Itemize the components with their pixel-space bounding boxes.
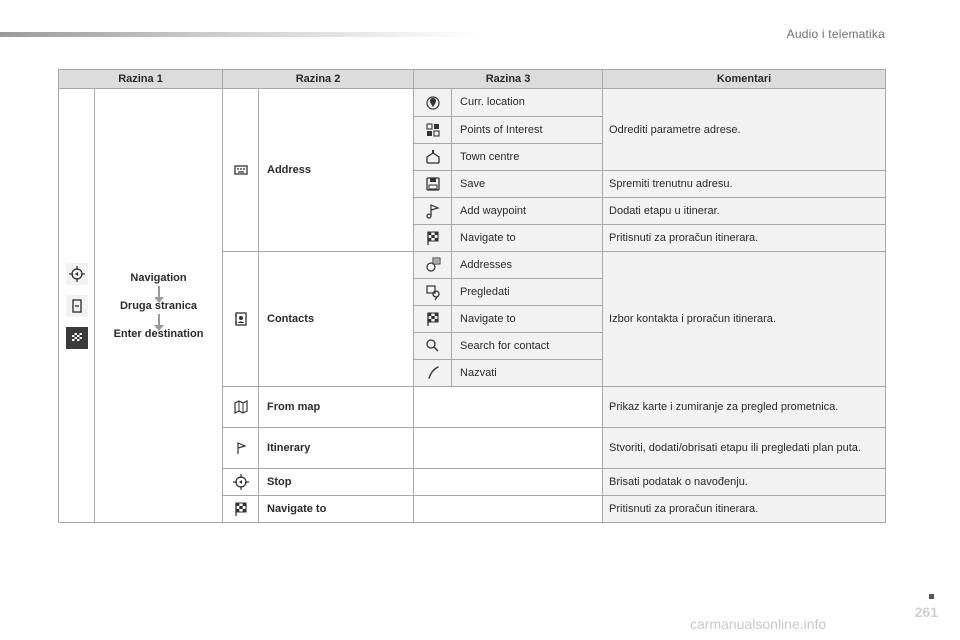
keyboard-icon: [232, 161, 250, 179]
waypoint-icon-cell: [414, 198, 452, 225]
empty-cell: [414, 469, 603, 496]
page-icon: [66, 295, 88, 317]
section-title: Audio i telematika: [786, 27, 885, 41]
waypoint-icon: [424, 202, 442, 220]
stop-comment: Brisati podatak o navođenju.: [603, 469, 886, 496]
contacts-icon: [232, 310, 250, 328]
navigation-path: [95, 272, 222, 340]
final-navigate-icon-cell: [223, 496, 259, 523]
contacts-navigate-label: Navigate to: [452, 306, 603, 333]
chain-arrow: [158, 314, 160, 326]
itinerary-comment: Stvoriti, dodati/obrisati etapu ili pregledati plan puta.: [603, 428, 886, 469]
itinerary-label: Itinerary: [259, 428, 414, 469]
address-label: Address: [259, 89, 414, 252]
page-marker: [929, 594, 934, 599]
save-comment: Spremiti trenutnu adresu.: [603, 171, 886, 198]
level1-icons-cell: [59, 89, 95, 523]
crosshair-icon: [232, 473, 250, 491]
col-header-level3: Razina 3: [414, 70, 603, 89]
navigate-comment: Pritisnuti za proračun itinerara.: [603, 225, 886, 252]
view-icon-cell: [414, 279, 452, 306]
location-pin-icon: [424, 94, 442, 112]
search-contact-label: Search for contact: [452, 333, 603, 360]
save-icon: [424, 175, 442, 193]
pregledati-label: Pregledati: [452, 279, 603, 306]
nazvati-label: Nazvati: [452, 360, 603, 387]
map-icon: [232, 398, 250, 416]
chain-druga-stranica: Druga stranica: [119, 299, 198, 312]
phone-icon-cell: [414, 360, 452, 387]
crosshair-icon: [66, 263, 88, 285]
poi-icon: [424, 121, 442, 139]
town-centre-label: Town centre: [452, 144, 603, 171]
itinerary-icon-cell: [223, 428, 259, 469]
stop-label: Stop: [259, 469, 414, 496]
header-gradient-bar: [0, 32, 480, 37]
save-icon-cell: [414, 171, 452, 198]
final-navigate-comment: Pritisnuti za proračun itinerara.: [603, 496, 886, 523]
contacts-navigate-icon-cell: [414, 306, 452, 333]
view-icon: [424, 283, 442, 301]
checkered-flag-icon: [232, 500, 250, 518]
from-map-comment: Prikaz karte i zumiranje za pregled prometnica.: [603, 387, 886, 428]
from-map-label: From map: [259, 387, 414, 428]
chain-enter-destination: Enter destination: [113, 327, 204, 340]
curr-location-icon-cell: [414, 89, 452, 117]
page-number: 261: [914, 604, 938, 620]
add-waypoint-label: Add waypoint: [452, 198, 603, 225]
search-abc-icon: [424, 337, 442, 355]
col-header-comments: Komentari: [603, 70, 886, 89]
save-label: Save: [452, 171, 603, 198]
waypoint-comment: Dodati etapu u itinerar.: [603, 198, 886, 225]
checkered-flag-icon: [424, 229, 442, 247]
contacts-icon-cell: [223, 252, 259, 387]
col-header-level2: Razina 2: [223, 70, 414, 89]
watermark: carmanualsonline.info: [690, 616, 827, 632]
town-icon-cell: [414, 144, 452, 171]
address-params-comment: Odrediti parametre adrese.: [603, 89, 886, 171]
checkered-flag-icon: [66, 327, 88, 349]
phone-icon: [424, 364, 442, 382]
empty-cell: [414, 387, 603, 428]
navigation-menu-table: [58, 69, 886, 523]
town-icon: [424, 148, 442, 166]
empty-cell: [414, 428, 603, 469]
addresses-icon-cell: [414, 252, 452, 279]
itinerary-flag-icon: [232, 439, 250, 457]
addresses-label: Addresses: [452, 252, 603, 279]
poi-icon-cell: [414, 117, 452, 144]
table-header-row: [59, 70, 886, 89]
chain-navigation: Navigation: [130, 271, 187, 284]
checkered-flag-icon: [424, 310, 442, 328]
level1-chain-cell: [95, 89, 223, 523]
contacts-label: Contacts: [259, 252, 414, 387]
chain-arrow: [158, 286, 160, 298]
navigate-to-label: Navigate to: [452, 225, 603, 252]
col-header-level1: Razina 1: [59, 70, 223, 89]
poi-label: Points of Interest: [452, 117, 603, 144]
stop-icon-cell: [223, 469, 259, 496]
from-map-icon-cell: [223, 387, 259, 428]
addresses-icon: [424, 256, 442, 274]
navigate-icon-cell: [414, 225, 452, 252]
curr-location-label: Curr. location: [452, 89, 603, 117]
contacts-comment: Izbor kontakta i proračun itinerara.: [603, 252, 886, 387]
final-navigate-label: Navigate to: [259, 496, 414, 523]
address-icon-cell: [223, 89, 259, 252]
search-contact-icon-cell: [414, 333, 452, 360]
empty-cell: [414, 496, 603, 523]
